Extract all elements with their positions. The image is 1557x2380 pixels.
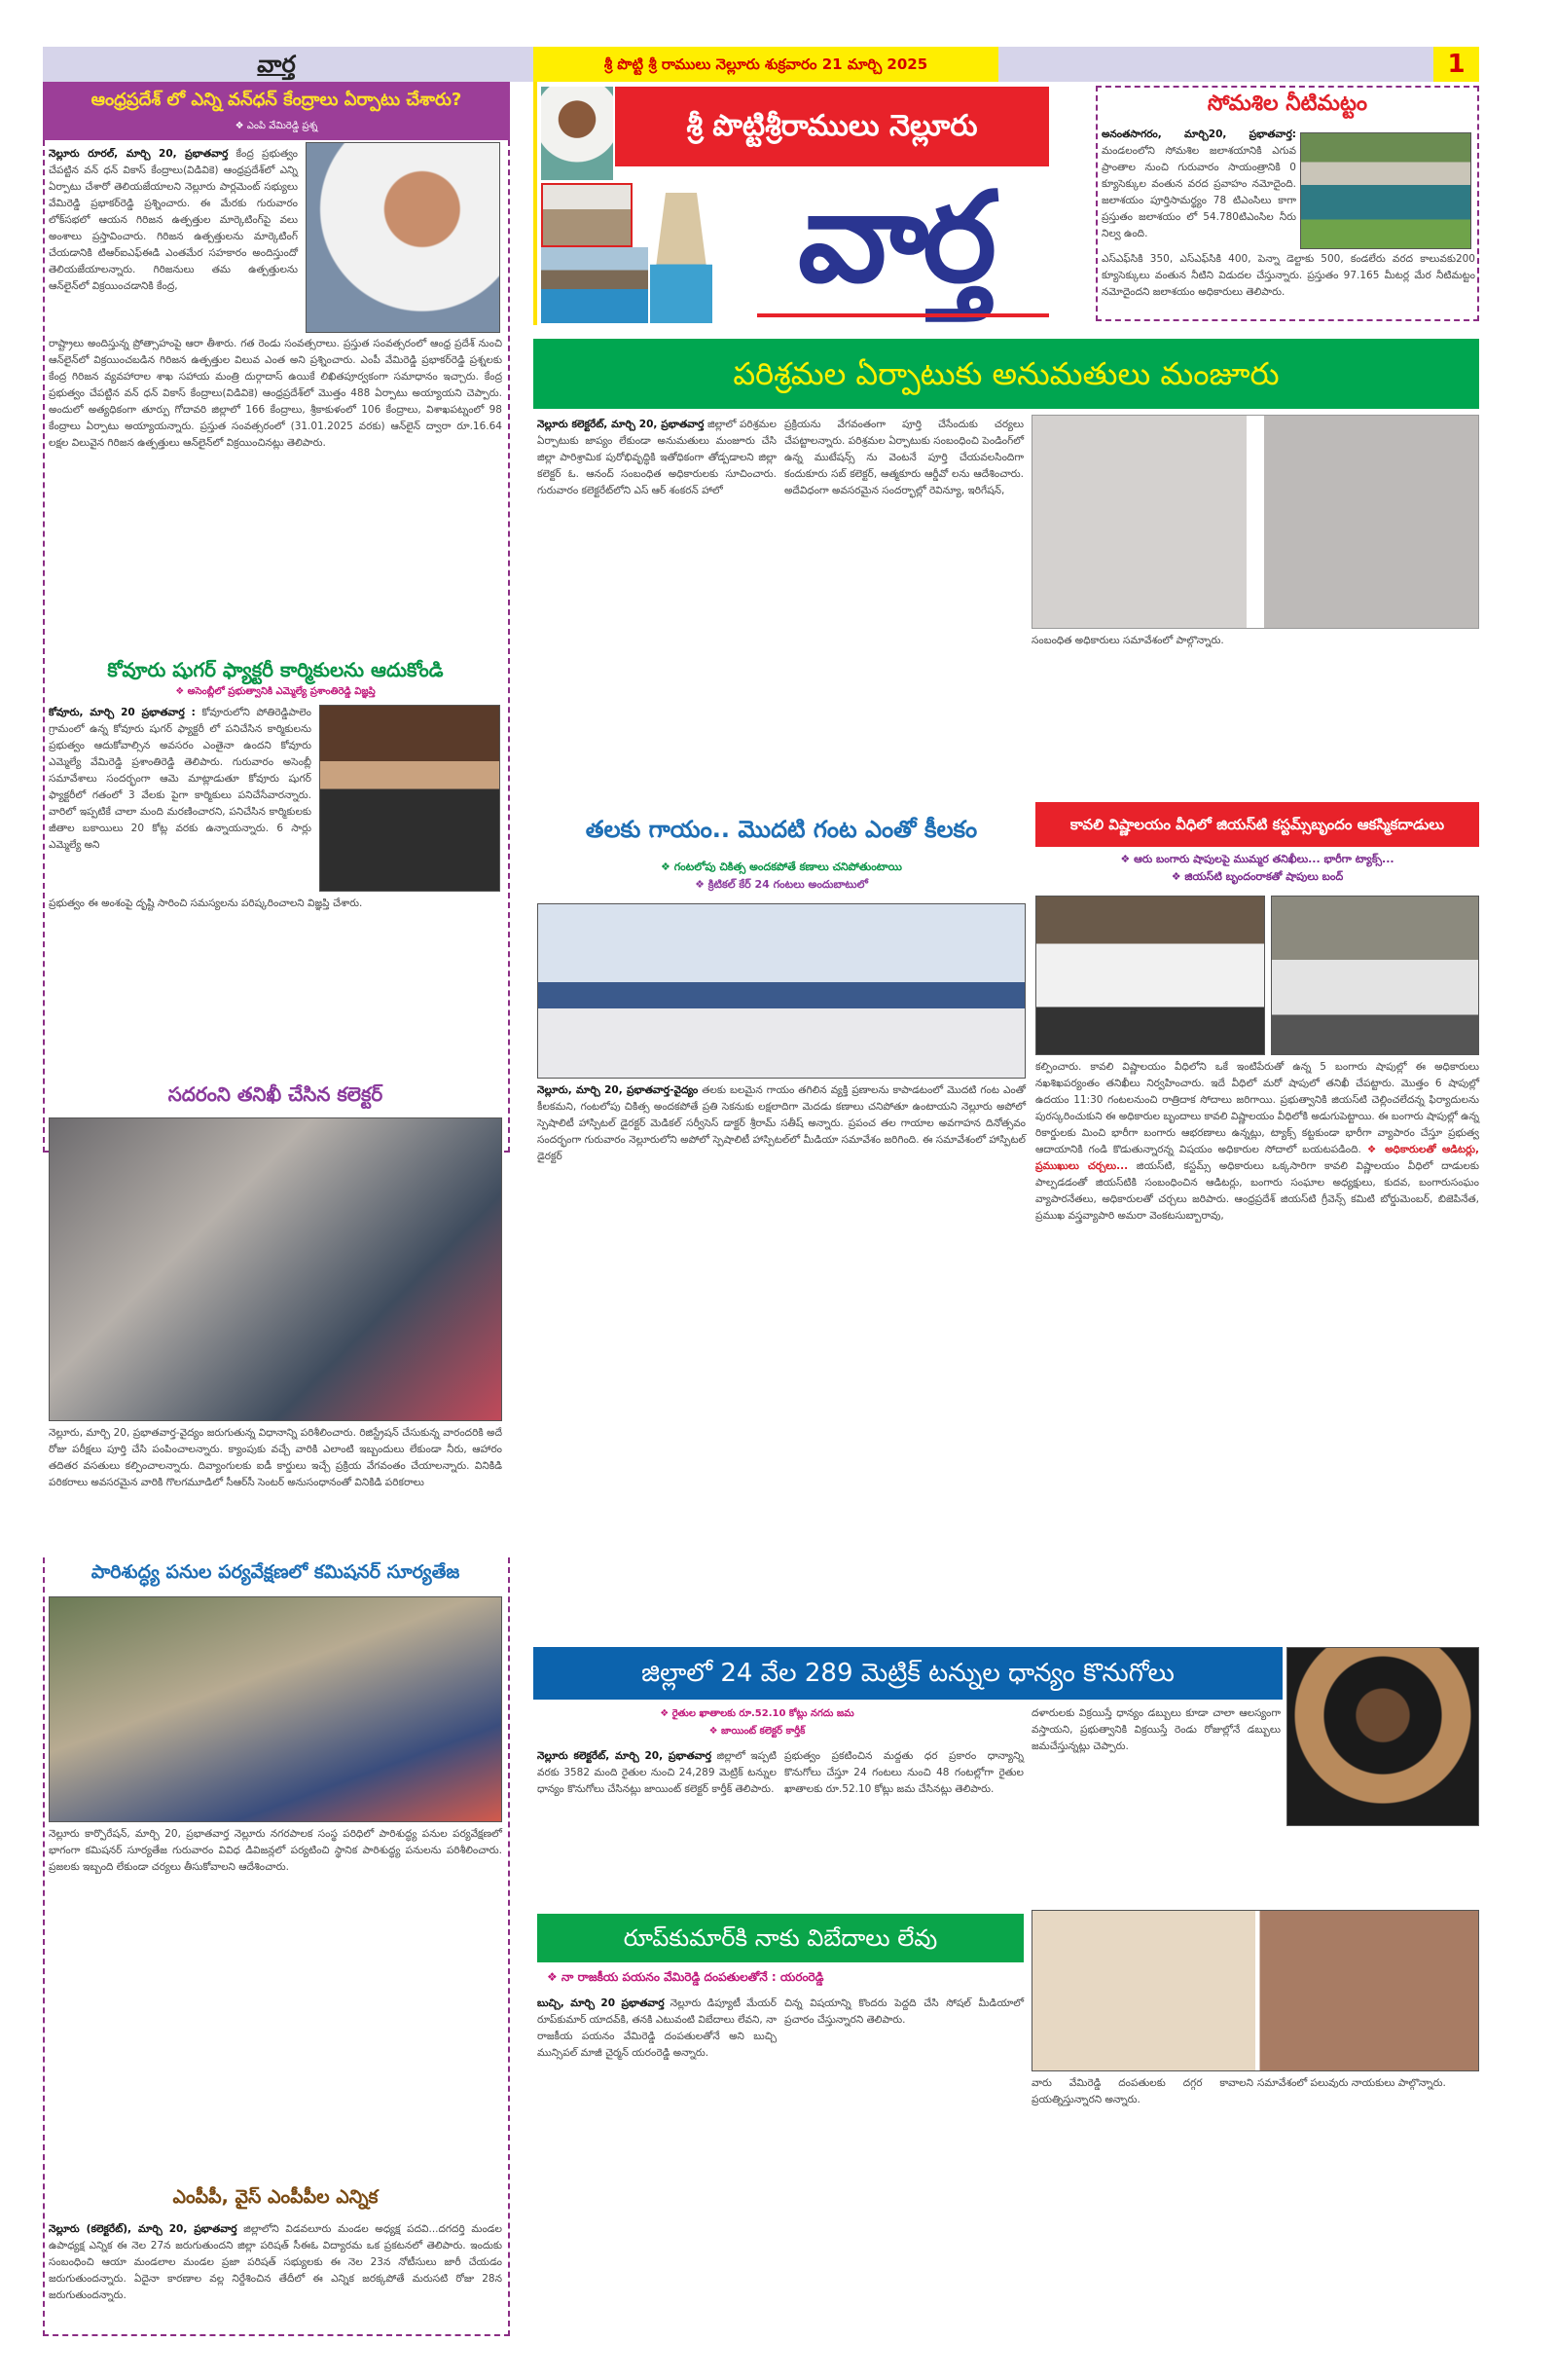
dam-photo xyxy=(1300,132,1471,249)
gst-title: కావలి విష్ణాలయం వీధిలో జియస్‌టి కస్టమ్స్‌బృందం ఆకస్మికదాడులు xyxy=(1035,802,1479,847)
head-injury-sub2: ❖ క్రిటికల్ కేర్ 24 గంటలు అందుబాటులో xyxy=(695,878,868,891)
roopkumar-dateline: బుచ్చి, మార్చి 20 ప్రభాతవార్త xyxy=(537,1997,665,2009)
somasila-body-full: ఎస్‌ఎఫ్‌సికి 350, ఎస్‌ఎఫ్‌సికి 400, పెన్నా డెల్టాకు 500, కండలేరు వరద కాలువకు200 క్యూసెక్కులు వంతున నీటిని విడుదల చేస్తున్నారు. ప్రస్తుతం 97.165 మీటర్ల మేర నీటిమట్టం నమోదైందని జలాశయం అధికారులు తెలిపారు. xyxy=(1102,253,1475,298)
vandhan-dateline: నెల్లూరు రూరల్, మార్చి 20, ప్రభాతవార్త xyxy=(49,148,229,160)
gst-street-photo xyxy=(1271,896,1479,1055)
mp-speaking-photo xyxy=(306,142,500,333)
grain-col3: దళారులకు విక్రయిస్తే ధాన్యం డబ్బులు కూడా చాలా ఆలస్యంగా వస్తాయని, ప్రభుత్వానికి విక్రయిస్తే రెండు రోజుల్లోనే డబ్బులు జమచేస్తున్నట్లు చెప్పారు. xyxy=(1032,1707,1281,1752)
press-meet-photo xyxy=(1032,1910,1479,2071)
page-number: 1 xyxy=(1433,47,1479,82)
industries-col1: నెల్లూరు కలెక్టరేట్, మార్చి 20, ప్రభాతవార్త జిల్లాలో పరిశ్రమల ఏర్పాటుకు జాప్యం లేకుండా అనుమతులు మంజూరు చేసి జిల్లా పారిశ్రామిక పురోభివృద్ధికి ఇతోధికంగా తోడ్పడాలని జిల్లా కలెక్టర్ ఓ. ఆనంద్ సంబంధిత అధికారులకు సూచించారు. గురువారం కలెక్టరేట్‌లోని ఎస్ ఆర్ శంకరన్ హాలో xyxy=(537,419,777,496)
joint-collector-photo xyxy=(1286,1647,1479,1826)
kovur-body-full: ప్రభుత్వం ఈ అంశంపై దృష్టి సారించి సమస్యలను పరిష్కరించాలని విజ్ఞప్తి చేశారు. xyxy=(49,897,363,909)
head-injury-body: నెల్లూరు, మార్చి 20, ప్రభాతవార్త-వైద్యం తలకు బలమైన గాయం తగిలిన వ్యక్తి ప్రణాలను కాపాడటంలో మొదటి గంట ఎంతో కీలకమని, గంటలోపు చికిత్స అందకపోతే ప్రతి సెకనుకు లక్షలాదిగా మెదడు కణాలు చనిపోతూ ఉంటాయని నెల్లూరు అపోలో స్పెషాలిటీ హాస్పిటల్ డైరక్టర్ మెడికల్ సర్వీసెస్ డాక్టర్ శ్రీరామ్ సతీష్ అన్నారు. ప్రపంచ తల గాయాల అవగాహన దినోత్సవం సందర్భంగా గురువారం నెల్లూరులోని అపోలో స్పెషాలిటీ హాస్పిటల్‌లో మీడియా సమావేశం జరిగింది. ఈ సమావేశంలో హాస్పిటల్ డైరక్టర్ xyxy=(537,1084,1026,1162)
roopkumar-col4: సమావేశంలో పలువురు నాయకులు పాల్గొన్నారు. xyxy=(1257,2077,1446,2089)
gst-highlight: ❖ అధికారులతో ఆడిటర్లు, ప్రముఖులు చర్చలు... xyxy=(1035,1144,1479,1172)
port-image xyxy=(541,247,648,323)
mpp-dateline: నెల్లూరు (కలెక్టరేట్), మార్చి 20, ప్రభాతవార్త xyxy=(49,2223,237,2235)
collector-inspection-photo xyxy=(49,1117,502,1421)
grain-dateline: నెల్లూరు కలెక్టరేట్, మార్చి 20, ప్రభాతవార్త xyxy=(537,1750,711,1762)
sadaram-title: సదరంని తనిఖీ చేసిన కలెక్టర్ xyxy=(167,1082,383,1106)
gst-car-photo xyxy=(1035,896,1265,1055)
gst-sub2: ❖ జియస్‌టి బృందంరాకతో షాపులు బంద్ xyxy=(1171,870,1344,883)
somasila-dateline: అనంతసాగరం, మార్చి20, ప్రభాతవార్త: xyxy=(1102,128,1296,140)
vandhan-header xyxy=(43,82,510,140)
gst-sub1: ❖ ఆరు బంగారు షాపులపై ముమ్మర తనిఖీలు... భారీగా ట్యాక్స్... xyxy=(1120,853,1394,865)
kovur-title: కోవూరు షుగర్ ఫ్యాక్టరీ కార్మికులను ఆదుకోండి xyxy=(107,658,444,681)
logo-underline xyxy=(757,313,1049,317)
somasila-body-top: అనంతసాగరం, మార్చి20, ప్రభాతవార్త: మండలంలోని సోమశిల జలాశయానికి ఎగువ ప్రాంతాల నుంచి గురువారం సాయంత్రానికి 0 క్యూసెక్కుల వంతున వరద ప్రవాహం నమోదైంది. జలాశయం పూర్తిసామర్థ్యం 78 టిఎంసిలు కాగా ప్రస్తుతం జలాశయం లో 54.780టిఎంసిల నీరు నిల్వ ఉంది. xyxy=(1102,128,1296,239)
head-injury-dateline: నెల్లూరు, మార్చి 20, ప్రభాతవార్త-వైద్యం xyxy=(537,1084,699,1096)
head-injury-sub1: ❖ గంటలోపు చికిత్స అందకపోతే కణాలు చనిపోతుంటాయి xyxy=(661,860,902,873)
vandhan-subtitle: ❖ ఎంపి వేమిరెడ్డి ప్రశ్న xyxy=(235,121,318,131)
kovur-body-top: కోవూరు, మార్చి 20 ప్రభాతవార్త : కోవూరులోని పోతిరెడ్డిపాలెం గ్రామంలో ఉన్న కోవూరు షుగర్ ఫ్యాక్టరీ లో పనిచేసిన కార్మికులను ప్రభుత్వం ఆదుకోవాల్సిన అవసరం ఎంతైనా ఉందని కోవూరు ఎమ్మెల్యే వేమిరెడ్డి ప్రశాంతిరెడ్డి తెలిపారు. గురువారం అసెంబ్లీ సమావేశాలు సందర్భంగా ఆమె మాట్లాడుతూ కోవూరు షుగర్ ఫ్యాక్టరీలో గతంలో 3 వేలకు పైగా కార్మికులు పనిచేసేవారన్నారు. వారిలో ఇప్పటికే చాలా మంది మరణించారని, పనిచేసిన కార్మికులకు జీతాల బకాయిలు 20 కోట్ల వరకు ఉన్నాయన్నారు. 6 సార్లు ఎమ్మెల్యే అని xyxy=(49,707,311,851)
masthead-logo: వార్త xyxy=(797,165,992,311)
sadaram-body: నెల్లూరు, మార్చి 20, ప్రభాతవార్త-వైద్యం జరుగుతున్న విధానాన్ని పరిశీలించారు. రిజిస్ట్రేషన్ చేసుకున్న వారందరికి అదే రోజు పరీక్షలు పూర్తి చేసి పంపించాలన్నారు. క్యాంపుకు వచ్చే వారికి ఎలాంటి ఇబ్బందులు లేకుండా నీరు, ఆహారం తదితర వసతులు కల్పించాలన్నారు. దివ్యాంగులకు ఐడీ కార్డులు ఇచ్చే ప్రక్రియ వేగవంతం చేయాలన్నారు. వినికిడి పరికరాలు అవసరమైన వారికి గొలగమూడిలో సీఆర్‌సీ సెంటర్ అనుసంధానంతో వినికిడి పరికరాలు xyxy=(49,1427,502,1488)
grain-sub2: ❖ జాయింట్ కలెక్టర్ కార్తీక్ xyxy=(708,1726,806,1737)
commissioner-photo xyxy=(49,1596,502,1822)
industries-title: పరిశ్రమల ఏర్పాటుకు అనుమతులు మంజూరు xyxy=(533,339,1479,409)
vandhan-body-top: నెల్లూరు రూరల్, మార్చి 20, ప్రభాతవార్త కేంద్ర ప్రభుత్వం చేపట్టిన వన్ ధన్ వికాస్ కేంద్రాలు(విడివికె) ఆంధ్రప్రదేశ్‌లో ఎన్ని ఏర్పాటు చేశారో తెలియజేయాలని నెల్లూరు పార్లమెంట్ సభ్యులు వేమిరెడ్డి ప్రభాకర్‌రెడ్డి ప్రశ్నించారు. ఈ మేరకు గురువారం లోక్‌సభలో ఆయన గిరిజన ఉత్పత్తుల మార్కెటింగ్‌పై వలు అంశాలు ప్రస్తావించారు. గిరిజన ఉత్పత్తులను మార్కెటింగ్ చేయడానికి టిఆర్ఐఎఫ్ఈడి ఎంతమేర సహకారం అందిస్తుందో తెలియజేయాలన్నారు. గిరిజనులు తమ ఉత్పత్తులను ఆన్‌లైన్‌లో విక్రయించడానికి కేంద్ర, xyxy=(49,148,298,292)
industries-col2: ప్రక్రియను వేగవంతంగా పూర్తి చేసేందుకు చర్యలు చేపట్టాలన్నారు. పరిశ్రమల ఏర్పాటుకు సంబంధించి పెండింగ్‌లో ఉన్న ముటేషన్స్ ను వెంటనే పూర్తి చేయవలసిందిగా కందుకూరు సబ్ కలెక్టర్, ఆత్మకూరు ఆర్డీవో లను ఆదేశించారు. అదేవిధంగా అవసరమైన సందర్భాల్లో రెవిన్యూ, ఇరిగేషన్, xyxy=(784,419,1024,496)
roopkumar-col1: బుచ్చి, మార్చి 20 ప్రభాతవార్త నెల్లూరు డిప్యూటీ మేయర్ రూప్‌కుమార్ యాదవ్‌కి, తనకి ఎటువంటి విబేదాలు లేవని, నా రాజకీయ పయనం వేమిరెడ్డి దంపతులతోనే అని బుచ్చి మున్సిపల్ మాజీ చైర్మన్ యరంరెడ్డి అన్నారు. xyxy=(537,1997,777,2059)
sanitation-title: పారిశుద్ధ్య పనుల పర్యవేక్షణలో కమిషనర్ సూర్యతేజ xyxy=(91,1561,460,1583)
mpp-title: ఎంపీపీ, వైస్ ఎంపీపీల ఎన్నిక xyxy=(172,2186,379,2208)
mpp-body: నెల్లూరు (కలెక్టరేట్), మార్చి 20, ప్రభాతవార్త జిల్లాలోని విడవలూరు మండల అధ్యక్ష పదవి...దగదర్తి మండల ఉపాధ్యక్ష ఎన్నిక ఈ నెల 27న జరుగుతుందని జిల్లా పరిషత్ సీఈఓ విద్యారమ ఒక ప్రకటనలో తెలిపారు. ఇందుకు సంబంధించి ఆయా మండలాల మండల ప్రజా పరిషత్ సభ్యులకు ఈ నెల 23న నోటీసులు జారీ చేయడం జరుగుతుందన్నారు. ఏదైనా కారణాల వల్ల నిర్దేశించిన తేదీలో ఈ ఎన్నిక జరక్కపోతే మరుసటి రోజు 28న జరుగుతుందన్నారు. xyxy=(49,2223,502,2301)
roopkumar-col2: చిన్న విషయాన్ని కొందరు పెద్దది చేసి సోషల్ మీడియాలో ప్రచారం చేస్తున్నారని తెలిపారు. xyxy=(784,1997,1024,2026)
roopkumar-title: రూప్‌కుమార్‌కి నాకు విబేదాలు లేవు xyxy=(537,1914,1024,1962)
masthead-region-title: శ్రీ పొట్టిశ్రీరాములు నెల్లూరు xyxy=(615,87,1049,166)
kovur-subtitle: ❖ అసెంబ్లీలో ప్రభుత్వానికి ఎమ్మెల్యే ప్రశాంతిరెడ్డి విజ్ఞప్తి xyxy=(175,686,376,697)
grain-title: జిల్లాలో 24 వేల 289 మెట్రిక్ టన్నుల ధాన్యం కొనుగోలు xyxy=(533,1647,1283,1700)
kovur-dateline: కోవూరు, మార్చి 20 ప్రభాతవార్త : xyxy=(49,707,196,718)
edition-date: శ్రీ పొట్టి శ్రీ రాములు నెల్లూరు శుక్రవారం 21 మార్చి 2025 xyxy=(533,47,998,82)
portrait-image xyxy=(541,87,613,180)
industries-dateline: నెల్లూరు కలెక్టరేట్, మార్చి 20, ప్రభాతవార్త xyxy=(537,419,705,430)
bridge-image xyxy=(541,183,633,247)
head-injury-title: తలకు గాయం.. మొదటి గంట ఎంతో కీలకం xyxy=(585,816,978,843)
sanitation-body: నెల్లూరు కార్పొరేషన్, మార్చి 20, ప్రభాతవార్త నెల్లూరు నగరపాలక సంస్థ పరిధిలో పారిశుద్ధ్య పనుల పర్యవేక్షణలో భాగంగా కమిషనర్ సూర్యతేజ గురువారం వివిధ డివిజన్లలో పర్యటించి స్థానిక పారిశుద్ధ్య పనులను పరిశీలించారు. ప్రజలకు ఇబ్బంది లేకుండా చర్యలు తీసుకోవాలని ఆదేశించారు. xyxy=(49,1828,502,1873)
roopkumar-subtitle: ❖ నా రాజకీయ పయనం వేమిరెడ్డి దంపతులతోనే : యరంరెడ్డి xyxy=(547,1970,824,1984)
vandhan-body-full: రాష్ట్రాలు అందిస్తున్న ప్రోత్సాహంపై ఆరా తీశారు. గత రెండు సంవత్సరాలు. ప్రస్తుత సంవత్సరంలో ఆంధ్ర ప్రదేశ్ నుంచి ఆన్‌లైన్‌లో విక్రయించబడిన గిరిజన ఉత్పత్తుల విలువ ఎంత అని ప్రశ్నించారు. ఎంపీ వేమిరెడ్డి ప్రభాకర్‌రెడ్డి ప్రశ్నలకు కేంద్ర గిరిజన వ్యవహారాల శాఖ సహాయ మంత్రి దుర్గాదాస్ ఉయికే లిఖితపూర్వకంగా సమాధానం ఇచ్చారు. కేంద్ర ప్రభుత్వం చేపట్టిన వన్ ధన్ వికాస్ కేంద్రాలు(విడివికె) ఆంధ్రప్రదేశ్‌లో మొత్తం 488 ఏర్పాటు అయ్యాయని చెప్పారు. అందులో అత్యధికంగా తూర్పు గోదావరి జిల్లాలో 166 కేంద్రాలు, శ్రీకాకుళంలో 106 కేంద్రాలు, విశాఖపట్నంలో 98 కేంద్రాలు ఏర్పాటు అయ్యాయన్నారు. ప్రస్తుత సంవత్సరంలో (31.01.2025 వరకు) ఆన్‌లైన్ ద్వారా రూ.16.64 లక్షల విలువైన గిరిజన ఉత్పత్తులు ఆన్‌లైన్‌లో విక్రయించినట్లు తెలిపారు. xyxy=(49,338,502,449)
somasila-title: సోమశిల నీటిమట్టం xyxy=(1207,92,1368,116)
mla-speaking-photo xyxy=(319,705,500,892)
grain-col1: నెల్లూరు కలెక్టరేట్, మార్చి 20, ప్రభాతవార్త జిల్లాలో ఇప్పటి వరకు 3582 మంది రైతుల నుంచి 24,289 మెట్రిక్ టన్నుల ధాన్యం కొనుగోలు చేసినట్లు జాయింట్ కలెక్టర్ కార్తీక్ తెలిపారు. xyxy=(537,1750,778,1795)
grain-col2: ప్రభుత్వం ప్రకటించిన మద్దతు ధర ప్రకారం ధాన్యాన్ని కొనుగోలు చేస్తూ 24 గంటలు నుంచి 48 గంటల్లోగా రైతుల ఖాతాలకు రూ.52.10 కోట్లు జమ చేసినట్లు తెలిపారు. xyxy=(784,1750,1024,1795)
industries-col3: సంబంధిత అధికారులు సమావేశంలో పాల్గొన్నారు. xyxy=(1032,635,1224,646)
apollo-doctors-photo xyxy=(537,903,1026,1079)
grain-sub1: ❖ రైతుల ఖాతాలకు రూ.52.10 కోట్లు నగదు జమ xyxy=(660,1708,854,1719)
vandhan-title: ఆంధ్రప్రదేశ్ లో ఎన్ని వన్‌ధన్ కేంద్రాలు ఏర్పాటు చేశారు? xyxy=(91,90,462,110)
strip-logo: వార్త xyxy=(257,51,296,78)
collector-meeting-photo xyxy=(1032,415,1479,629)
gst-body: కల్పించారు. కావలి విష్ణాలయం వీధిలోని ఒకే ఇంటిపేరుతో ఉన్న 5 బంగారు షాపుల్లో ఈ అధికారులు నఖశిఖపర్యంతం తనిఖీలు నిర్వహించారు. ఇదే వీధిలో మరో షాపులో తనిఖీ చేపట్టారు. మొత్తం 6 షాపుల్లో ఉదయం 11:30 గంటలనుంచి రాత్రిదాక సోదాలు జరిగాయి. ప్రభుత్వానికి జియస్‌టి చెల్లించలేదన్న ఫిర్యాదులను పురస్కరించుకుని ఈ అధికారుల బృందాలు కావలి విష్ణాలయం వీధిలోకి అడుగుపెట్టాయి. ఈ బంగారు షాపుల్లో ఉన్న రికార్డులకు మించి భారీగా బంగారు ఆభరణాలు ఉన్నట్లు, ట్యాక్స్ కట్టకుండా భారీగా వ్యాపారం చేస్తూ ప్రభుత్వ ఆదాయానికి గండి కొడుతున్నారన్న విషయం అధికారుల సోదాలో బయటపడింది. ❖ అధికారులతో ఆడిటర్లు, ప్రముఖులు చర్చలు... జియస్‌టి, కస్టమ్స్ అధికారులు ఒక్కసారిగా కావలి విష్ణాలయం వీధిలో దాడులకు పాల్పడడంతో జియస్‌టికి సంబంధించిన ఆడిటర్లు, బంగారు సంఘాల అధ్యక్షులు, కుదవ, బంగారుసంఘం వ్యాపారనేతలు, అధికారులతో చర్చలు జరిపారు. ఆంధ్రప్రదేశ్ జియస్‌టి గ్రీవెన్స్ కమిటి బోర్డుమెంబర్, బిజెపినేత, ప్రముఖ వస్త్రవ్యాపారి అమరా వెంకటసుబ్బారావు, xyxy=(1035,1061,1479,1222)
roopkumar-col3: వారు వేమిరెడ్డి దంపతులకు దగ్గర కావాలని ప్రయత్నిస్తున్నారని అన్నారు. xyxy=(1032,2077,1253,2105)
